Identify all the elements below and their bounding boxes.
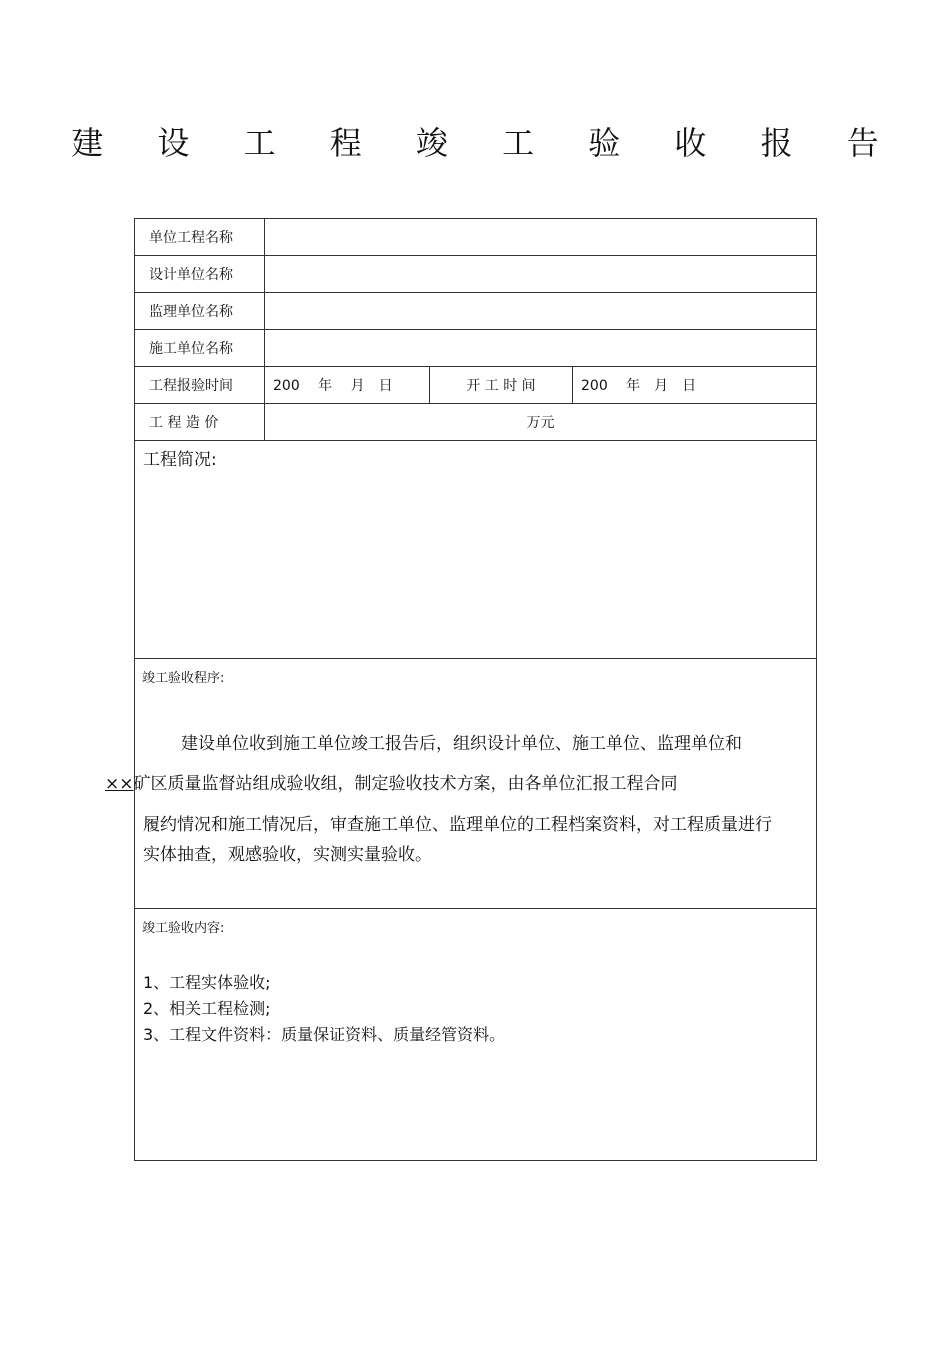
procedure-paragraph: [105, 686, 816, 804]
start-time-field[interactable]: 200 年 月 日: [573, 367, 817, 404]
supervision-unit-name-field[interactable]: [265, 293, 817, 330]
report-time-label: 工程报验时间: [135, 367, 265, 404]
unit-project-name-field[interactable]: [265, 219, 817, 256]
content-section[interactable]: [135, 909, 817, 1161]
list-item: 2、相关工程检测;: [143, 999, 271, 1018]
document-title: 建 设 工 程 竣 工 验 收 报 告: [71, 124, 901, 162]
supervision-unit-name-label: 监理单位名称: [135, 293, 265, 330]
row-content: [135, 909, 817, 1161]
procedure-text-2: 矿区质量监督站组成验收组，制定验收技术方案，由各单位汇报工程合同: [133, 774, 678, 794]
procedure-label: 竣工验收程序:: [142, 671, 225, 686]
acceptance-form-table: [105, 218, 817, 1161]
construction-unit-name-label: 施工单位名称: [135, 330, 265, 367]
row-cost: [135, 404, 817, 441]
start-time-label: 开 工 时 间: [430, 367, 573, 404]
row-overview: [135, 441, 817, 659]
design-unit-name-label: 设计单位名称: [135, 256, 265, 293]
row-dates: [135, 367, 817, 404]
procedure-text-3: 履约情况和施工情况后，审查施工单位、监理单位的工程档案资料，对工程质量进行实体抽查，观感验收，实测实量验收。: [143, 815, 772, 865]
row-design-unit-name: [135, 256, 817, 293]
overview-section[interactable]: [135, 441, 817, 659]
content-label: 竣工验收内容:: [142, 921, 225, 936]
procedure-text-1: 建设单位收到施工单位竣工报告后，组织设计单位、施工单位、监理单位和: [181, 734, 742, 754]
list-item: 3、工程文件资料：质量保证资料、质量经管资料。: [143, 1025, 506, 1044]
row-unit-project-name: [135, 219, 817, 256]
procedure-line-2: [105, 764, 678, 804]
unit-project-name-label: 单位工程名称: [135, 219, 265, 256]
procedure-xx: ××: [105, 774, 134, 794]
row-procedure: [135, 659, 817, 909]
procedure-section[interactable]: [105, 659, 817, 909]
cost-field[interactable]: 万元: [265, 404, 817, 441]
row-supervision-unit-name: [135, 293, 817, 330]
content-list: [135, 936, 816, 1048]
list-item: 1、工程实体验收;: [143, 973, 271, 992]
row-construction-unit-name: [135, 330, 817, 367]
construction-unit-name-field[interactable]: [265, 330, 817, 367]
overview-label: 工程简况:: [143, 450, 217, 470]
report-time-field[interactable]: 200 年 月 日: [265, 367, 430, 404]
cost-label: 工 程 造 价: [135, 404, 265, 441]
design-unit-name-field[interactable]: [265, 256, 817, 293]
